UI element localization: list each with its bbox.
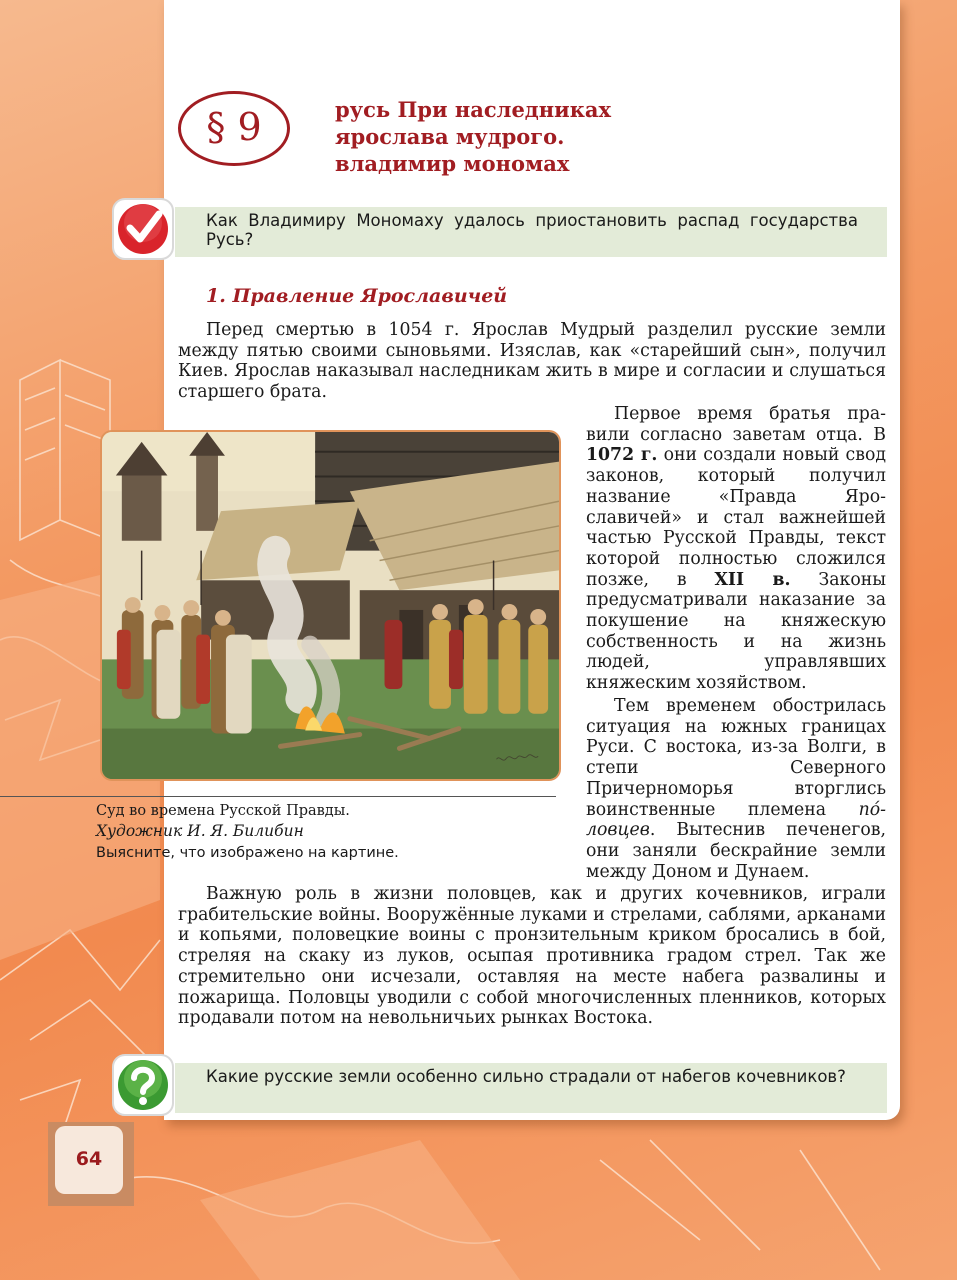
chapter-title-line-2: ярослава мудрого. — [335, 124, 565, 149]
paragraph-3: Тем временем обострилась ситуация на южных границах Руси. С востока, из-за Волги, в степи Северного Причерноморья вторглись воинственные племена пóловцев. Вытеснив печенегов, они заняли бескрайние земли между Доном и Дунаем. — [586, 696, 886, 882]
subsection-heading: 1. Правление Ярославичей — [206, 285, 508, 307]
page-number: 64 — [55, 1126, 123, 1194]
paragraph-2: Первое время братья правили согласно заветам отца. В 1072 г. они создали новый свод законов, который получил название «Правда Ярославичей» и стал важнейшей частью Русской Правды, текст которой полностью сложился позже, в XII в. Законы предусматривали наказание за покушение на княжескую собственность и на жизнь людей, управлявших княжеским хозяйством. — [586, 404, 886, 694]
section-number-badge: § 9 — [178, 91, 290, 166]
figure-task: Выясните, что изображено на картине. — [96, 845, 399, 861]
green-question-icon — [111, 1053, 175, 1117]
figure-caption: Суд во времена Русской Правды. — [96, 803, 350, 819]
figure-artist: Художник И. Я. Билибин — [96, 822, 304, 840]
chapter-title-line-1: русь При наследниках — [335, 97, 612, 122]
final-question-text: Какие русские земли особенно сильно страдали от набегов кочевников? — [206, 1067, 846, 1086]
paragraph-1: Перед смертью в 1054 г. Ярослав Мудрый разделил русские земли между пятью своими сыновьями. Изяслав, как «старейший сын», получил Киев. Ярослав наказывал наследникам жить в мире и согласии и слушаться старшего брата. — [178, 320, 886, 403]
caption-divider — [0, 796, 556, 797]
bilibin-court-painting — [100, 430, 561, 781]
intro-question-text: Как Владимиру Мономаху удалось приостановить распад государства Русь? — [206, 211, 858, 249]
paragraph-4: Важную роль в жизни половцев, как и других кочевников, играли грабительские войны. Вооружённые луками и стрелами, саблями, арканами и копьями, половецкие воины с пронзительным криком бросались в бой, стреляя на скаку из луков, осыпая противника градом стрел. Так же стремительно они исчезали, оставляя на месте набега развалины и пожарища. Половцы уводили с собой многочисленных пленников, которых продавали потом на невольничьих рынках Востока. — [178, 884, 886, 1029]
chapter-title-line-3: владимир мономах — [335, 151, 570, 176]
red-checkmark-icon — [111, 197, 175, 261]
